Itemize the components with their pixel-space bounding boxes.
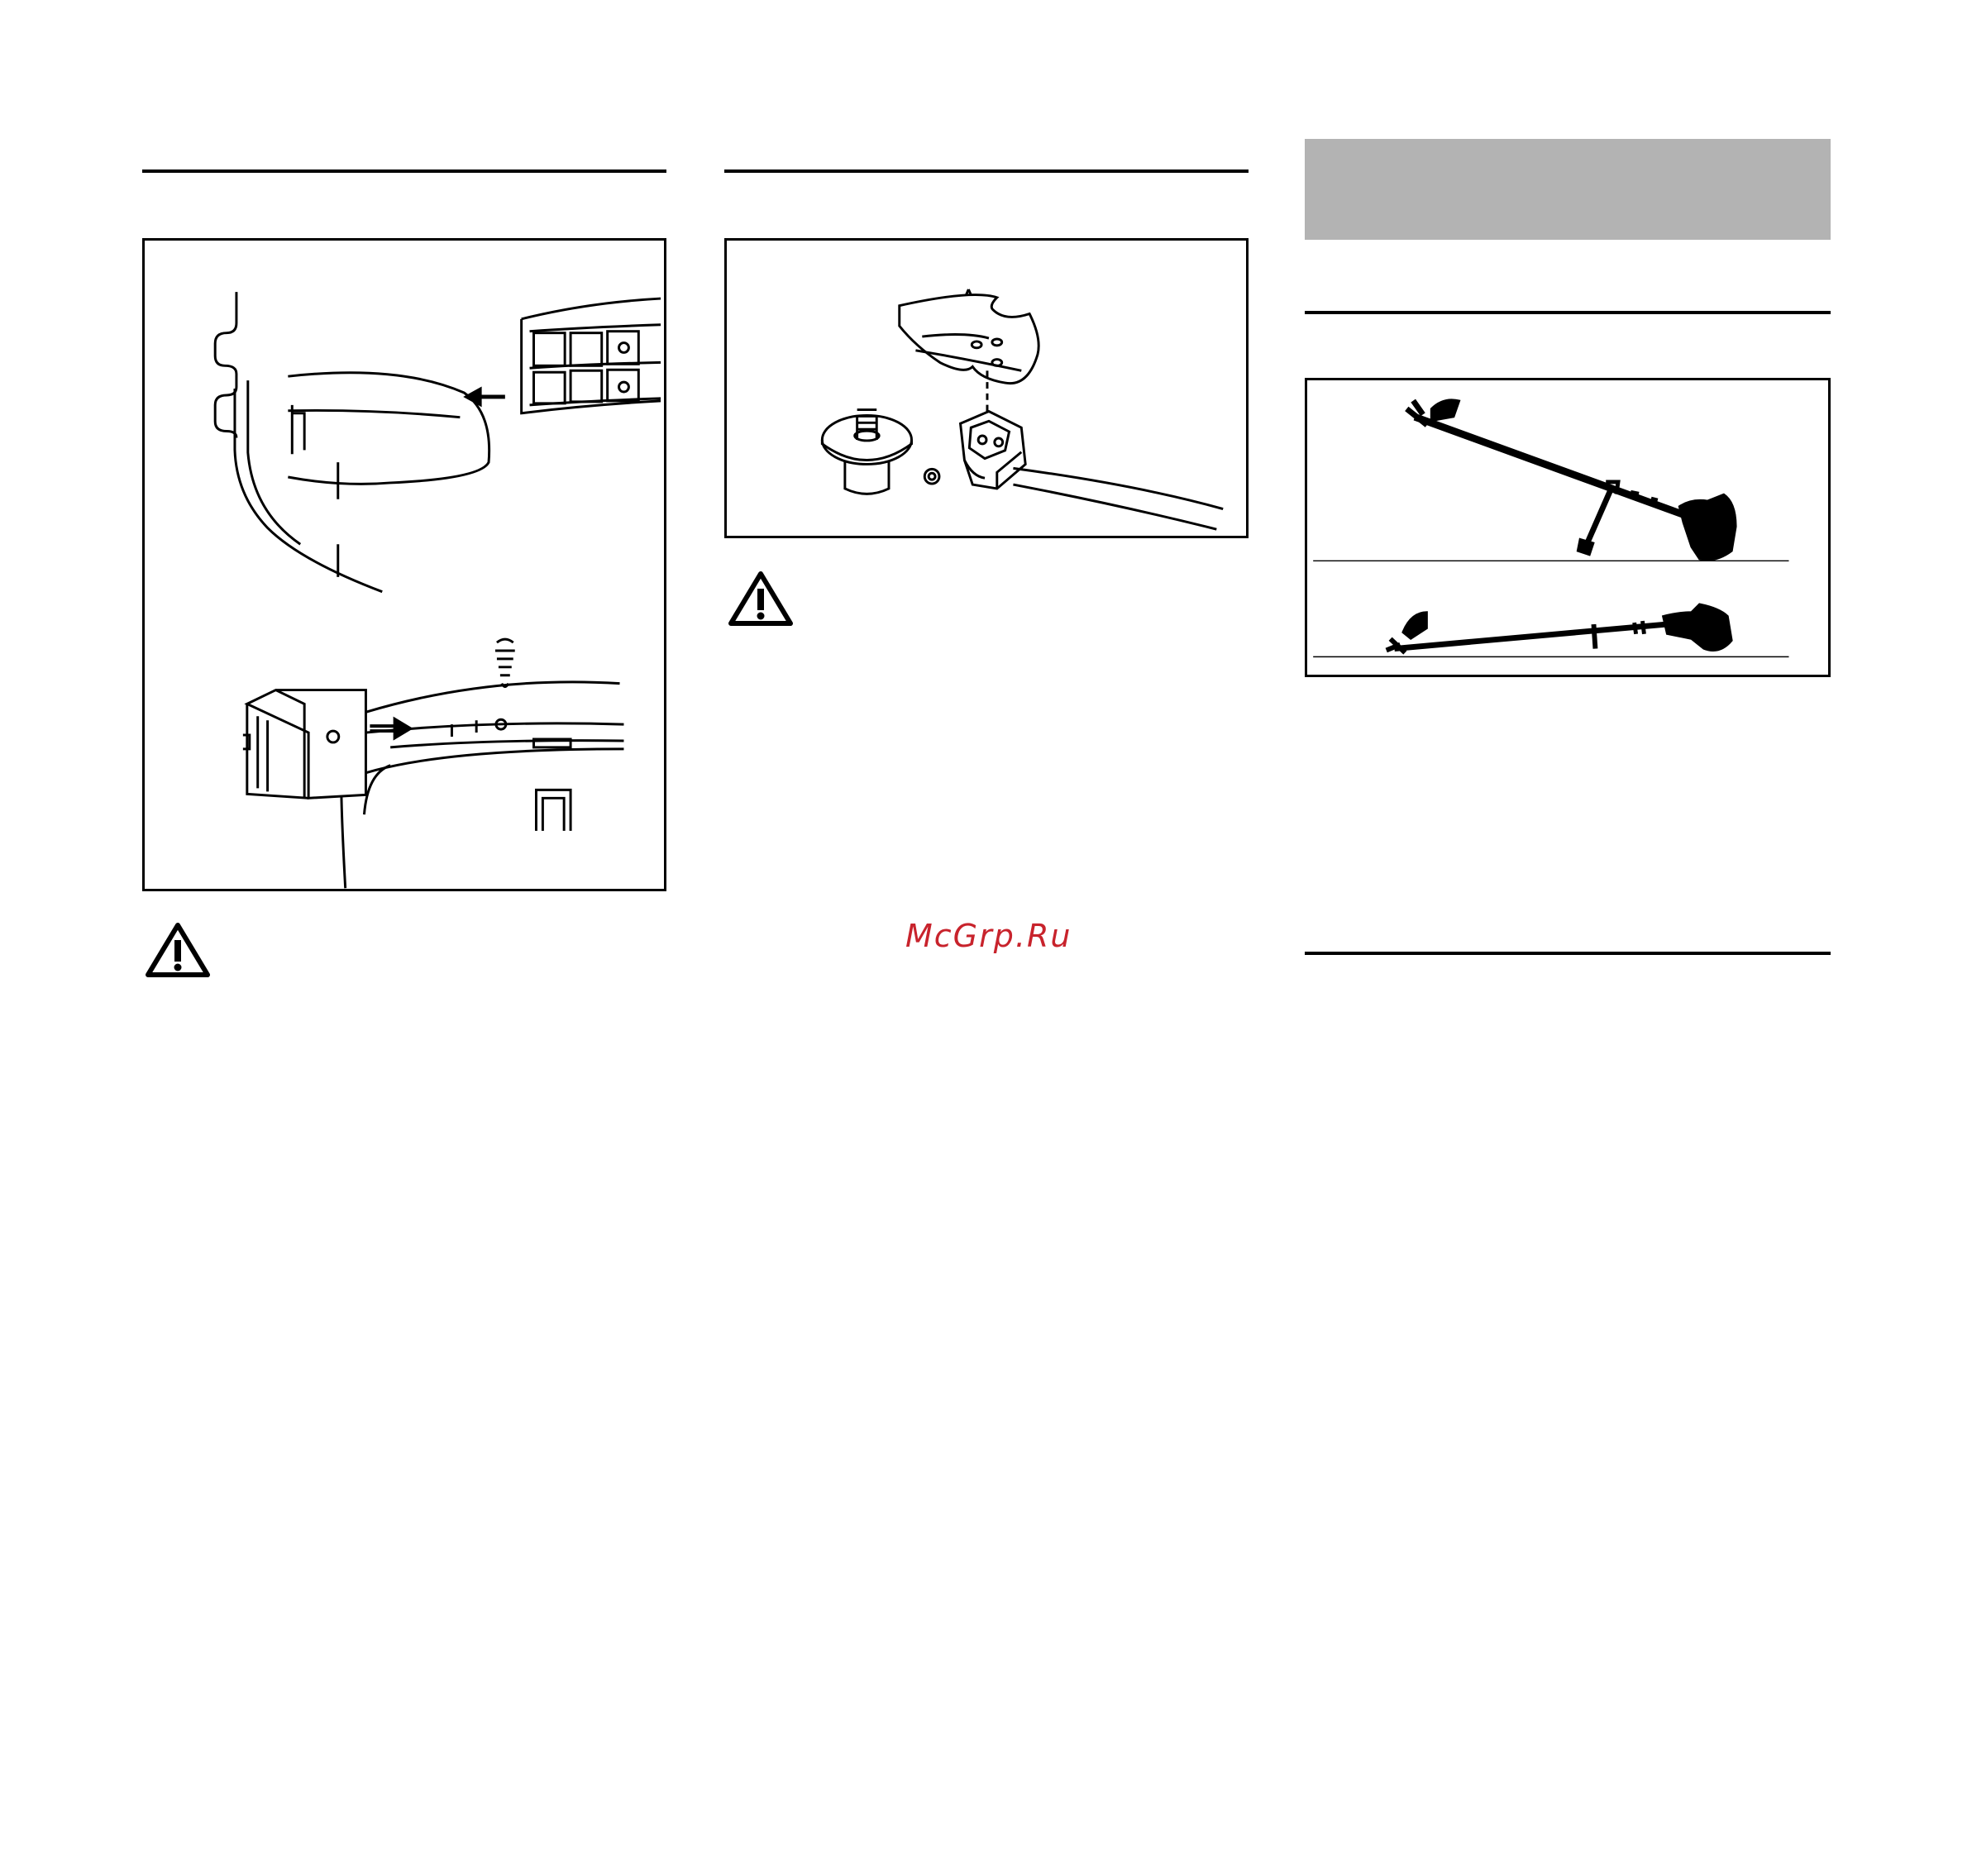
warning-triangle-icon bbox=[728, 570, 794, 627]
blade-assembly-illustration bbox=[727, 241, 1246, 536]
guard-mounting-illustration bbox=[145, 241, 664, 889]
figure-brushcutter-positions bbox=[1305, 378, 1831, 677]
brushcutter-positions-illustration bbox=[1307, 380, 1828, 675]
figure-blade-assembly bbox=[724, 238, 1249, 538]
figure-guard-mounting bbox=[142, 238, 666, 891]
column-3-header-rule bbox=[1305, 311, 1831, 314]
section-header-gray-box bbox=[1305, 139, 1831, 240]
watermark: McGrp.Ru bbox=[905, 918, 1072, 954]
column-3-bottom-rule bbox=[1305, 952, 1831, 955]
warning-triangle-icon bbox=[145, 922, 211, 978]
column-2-header-rule bbox=[724, 169, 1249, 173]
column-1-header-rule bbox=[142, 169, 666, 173]
